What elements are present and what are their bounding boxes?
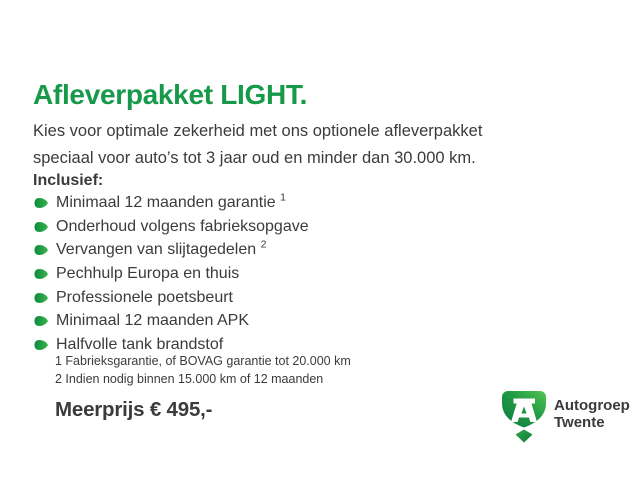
- shield-a-logo-icon: [502, 391, 546, 443]
- list-item-label: Vervangen van slijtagedelen $^2$: [56, 238, 267, 259]
- list-item: [33, 309, 309, 333]
- logo-text: [554, 391, 630, 431]
- footnote-marker: 1: [280, 191, 286, 204]
- leaf-bullet-icon: [33, 339, 49, 351]
- logo-line-2: Twente: [554, 414, 605, 431]
- list-item: [33, 238, 309, 262]
- leaf-bullet-icon: [33, 221, 49, 233]
- footnote-2: 2 Indien nodig binnen 15.000 km of 12 maanden: [55, 371, 324, 386]
- intro-text: [33, 118, 482, 172]
- price-text: Meerprijs € 495,-: [55, 398, 213, 421]
- intro-line-2: speciaal voor auto’s tot 3 jaar oud en minder dan 30.000 km.: [33, 148, 476, 167]
- footnote-1: 1 Fabrieksgarantie, of BOVAG garantie tot 20.000 km: [55, 354, 351, 368]
- intro-line-1: Kies voor optimale zekerheid met ons optionele afleverpakket: [33, 121, 483, 140]
- leaf-bullet-icon: [33, 244, 49, 256]
- shield-body: [502, 391, 546, 428]
- page-title: Afleverpakket LIGHT.: [33, 78, 308, 110]
- list-item: [33, 215, 309, 239]
- autogroep-twente-logo: [502, 391, 630, 443]
- list-header: Inclusief:: [33, 172, 104, 189]
- logo-line-1: Autogroep: [554, 397, 630, 414]
- shield-point: [516, 430, 533, 443]
- leaf-bullet-icon: [33, 268, 49, 280]
- leaf-bullet-icon: [33, 197, 49, 209]
- list-item: [33, 262, 309, 286]
- footnote-marker: 2: [260, 238, 267, 251]
- list-item-label: Professionele poetsbeurt: [56, 288, 233, 306]
- included-list: [33, 191, 309, 357]
- leaf-bullet-icon: [33, 292, 49, 304]
- leaf-bullet-icon: [33, 315, 49, 327]
- list-item: [33, 286, 309, 310]
- list-item-label: Pechhulp Europa en thuis: [56, 264, 240, 282]
- list-item-label: Minimaal 12 maanden garantie $^1$: [56, 191, 286, 211]
- list-item-label: Onderhoud volgens fabrieksopgave: [56, 217, 309, 235]
- footnotes: [55, 353, 351, 388]
- list-item: [33, 191, 309, 215]
- list-item-label: Minimaal 12 maanden APK: [56, 312, 249, 330]
- list-item-label: Halfvolle tank brandstof: [56, 335, 224, 353]
